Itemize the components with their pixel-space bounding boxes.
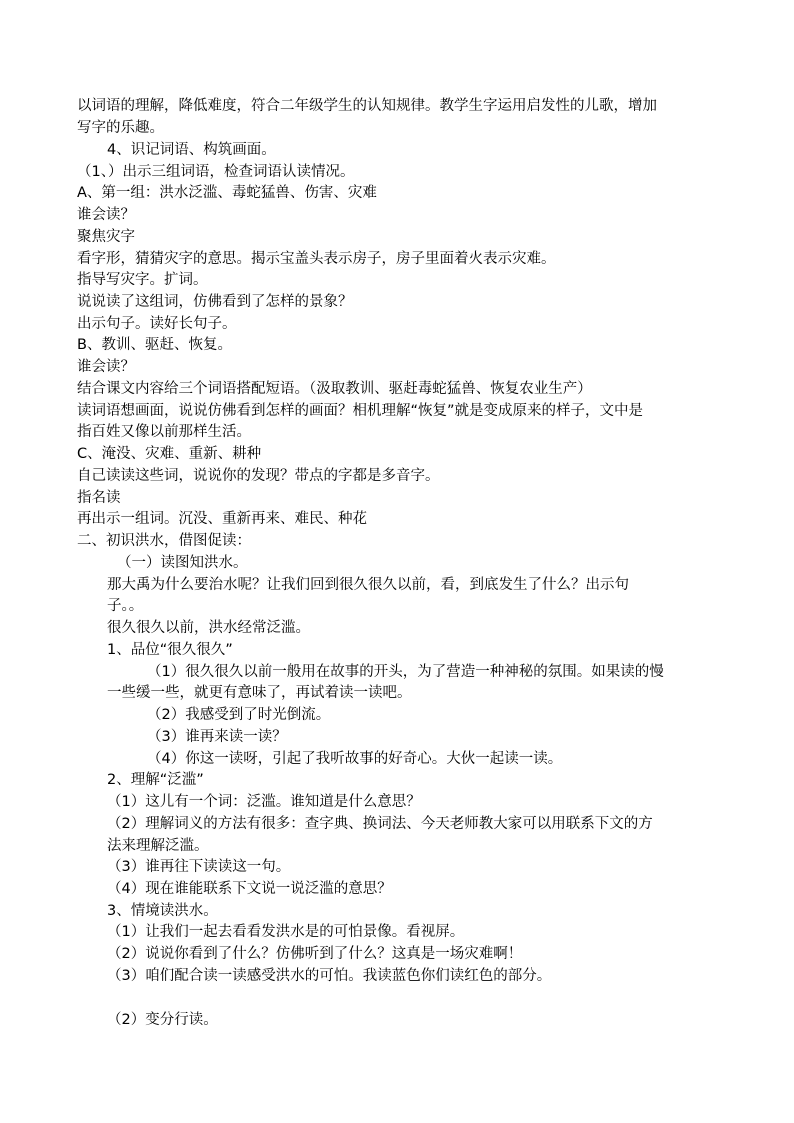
section-heading: 二、初识洪水，借图促读： xyxy=(77,533,251,549)
text-line: 写字的乐趣。 xyxy=(77,120,164,136)
text-line: （4）你这一读呀，引起了我听故事的好奇心。大伙一起读一读。 xyxy=(147,751,563,767)
text-line: （3）谁再来读一读？ xyxy=(147,729,287,745)
text-line: （3）谁再往下读读这一句。 xyxy=(107,859,291,875)
text-line: 那大禹为什么要治水呢？让我们回到很久很久以前，看，到底发生了什么？出示句 xyxy=(107,577,629,593)
text-line: 结合课文内容给三个词语搭配短语。（汲取教训、驱赶毒蛇猛兽、恢复农业生产） xyxy=(77,381,592,397)
text-line: （3）咱们配合读一读感受洪水的可怕。我读蓝色你们读红色的部分。 xyxy=(107,968,552,984)
text-line: 以词语的理解，降低难度，符合二年级学生的认知规律。教学生字运用启发性的儿歌，增加 xyxy=(77,98,657,114)
text-line: 指百姓又像以前那样生活。 xyxy=(77,424,251,440)
text-line: 看字形，猜猜灾字的意思。揭示宝盖头表示房子，房子里面着火表示灾难。 xyxy=(77,251,556,267)
text-line: C、淹没、灾难、重新、耕种 xyxy=(77,446,262,462)
text-line: 自己读读这些词，说说你的发现？带点的字都是多音字。 xyxy=(77,468,440,484)
text-line: 指导写灾字。扩词。 xyxy=(77,272,208,288)
text-line: 聚焦灾字 xyxy=(77,229,135,245)
text-line: （1）让我们一起去看看发洪水是的可怕景像。看视屏。 xyxy=(107,924,465,940)
text-line: 2、理解“泛滥” xyxy=(107,772,204,788)
text-line: A、第一组：洪水泛滥、毒蛇猛兽、伤害、灾难 xyxy=(77,185,377,201)
text-line: （2）理解词义的方法有很多：查字典、换词法、今天老师教大家可以用联系下文的方 xyxy=(107,816,653,832)
text-line: 4、识记词语、构筑画面。 xyxy=(107,142,276,158)
text-line: 出示句子。读好长句子。 xyxy=(77,316,237,332)
text-line: （1）这儿有一个词：泛滥。谁知道是什么意思？ xyxy=(107,794,421,810)
text-line: （2）变分行读。 xyxy=(107,1012,218,1028)
text-line: （一）读图知洪水。 xyxy=(117,555,248,571)
text-line: 再出示一组词。沉没、重新再来、难民、种花 xyxy=(77,511,367,527)
text-line: （4）现在谁能联系下文说一说泛滥的意思？ xyxy=(107,881,392,897)
text-line: 3、情境读洪水。 xyxy=(107,903,218,919)
text-line: （1）很久很久以前一般用在故事的开头，为了营造一种神秘的氛围。如果读的慢 xyxy=(147,664,664,680)
text-line: B、教训、驱赶、恢复。 xyxy=(77,337,232,353)
text-line: 很久很久以前，洪水经常泛滥。 xyxy=(107,620,310,636)
text-line: 谁会读？ xyxy=(77,207,135,223)
text-line: （2）我感受到了时光倒流。 xyxy=(147,707,331,723)
text-line: 读词语想画面，说说仿佛看到怎样的画面？相机理解“恢复”就是变成原来的样子，文中是 xyxy=(77,403,644,419)
text-line: （1、）出示三组词语，检查词语认读情况。 xyxy=(77,164,355,180)
text-line: 法来理解泛滥。 xyxy=(107,838,209,854)
text-line: 1、品位“很久很久” xyxy=(107,642,233,658)
text-line: 说说读了这组词，仿佛看到了怎样的景象？ xyxy=(77,294,353,310)
text-line: 谁会读？ xyxy=(77,359,135,375)
text-line: （2）说说你看到了什么？仿佛听到了什么？这真是一场灾难啊！ xyxy=(107,946,523,962)
text-line: 指名读 xyxy=(77,490,121,506)
text-line: 一些缓一些，就更有意味了，再试着读一读吧。 xyxy=(107,685,412,701)
text-line: 子。。 xyxy=(107,598,144,614)
